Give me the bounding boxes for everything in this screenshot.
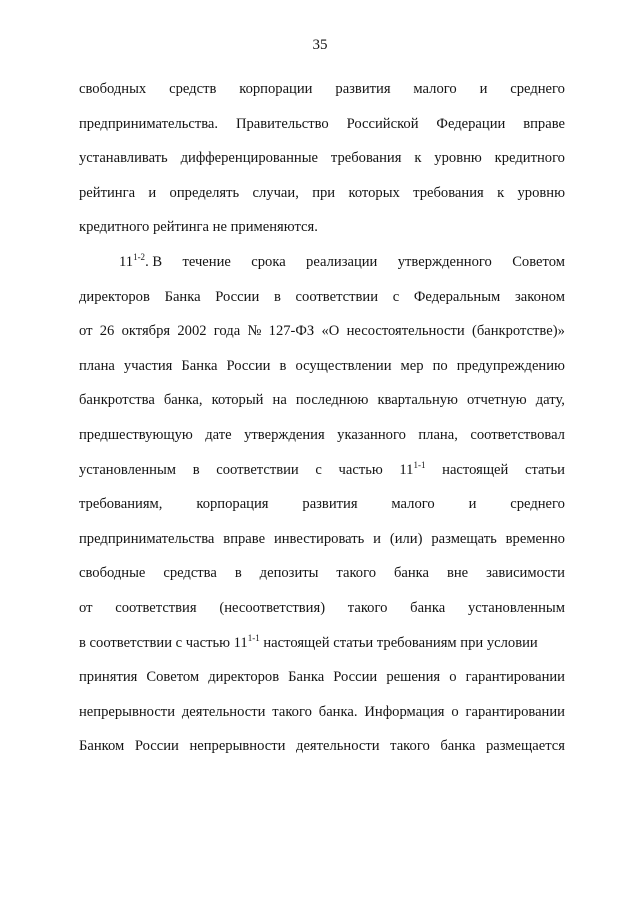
text-line: принятия Советом директоров Банка России решения о гарантировании: [79, 669, 565, 686]
text-line: от соответствия (несоответствия) такого банка установленным: [79, 599, 565, 616]
text-line: устанавливать дифференцированные требования к уровню кредитного: [79, 150, 565, 167]
body-text: [79, 72, 565, 764]
section-number: 11$^{1-2}$. В: [119, 251, 163, 270]
text-line: в соответствии с частью 11$^{1-1}$ настоящей статьи требованиям при условии: [79, 632, 538, 651]
text-line: плана участия Банка России в осуществлении мер по предупреждению: [79, 357, 565, 374]
page-number: 35: [312, 37, 328, 53]
text-line: Банком России непрерывности деятельности такого банка размещается: [79, 738, 565, 755]
text-line: предшествующую дате утверждения указанного плана, соответствовал: [79, 426, 565, 443]
text-line: кредитного рейтинга не применяются.: [79, 219, 318, 236]
text-line: требованиям, корпорация развития малого и среднего: [79, 496, 565, 513]
section-reference: 11$^{1-1}$: [399, 459, 426, 478]
text-line: директоров Банка России в соответствии с Федеральным законом: [79, 288, 565, 305]
text-line: банкротства банка, который на последнюю квартальную отчетную дату,: [79, 392, 565, 409]
section-heading-line: 11$^{1-2}$. В течение срока реализации утвержденного Советом: [79, 245, 565, 280]
text-line: рейтинга и определять случаи, при которых требования к уровню: [79, 184, 565, 201]
text-line: предпринимательства вправе инвестировать и (или) размещать временно: [79, 530, 565, 547]
text-line: свободные средства в депозиты такого банка вне зависимости: [79, 565, 565, 582]
text-line: предпринимательства. Правительство Российской Федерации вправе: [79, 115, 565, 132]
text-line: установленным в соответствии с частью 11$^{1-1}$ настоящей статьи: [79, 453, 565, 488]
text-line: непрерывности деятельности такого банка. Информация о гарантировании: [79, 703, 565, 720]
text-line: от 26 октября 2002 года № 127-ФЗ «О несостоятельности (банкротстве)»: [79, 323, 565, 340]
text-line: свободных средств корпорации развития малого и среднего: [79, 81, 565, 97]
